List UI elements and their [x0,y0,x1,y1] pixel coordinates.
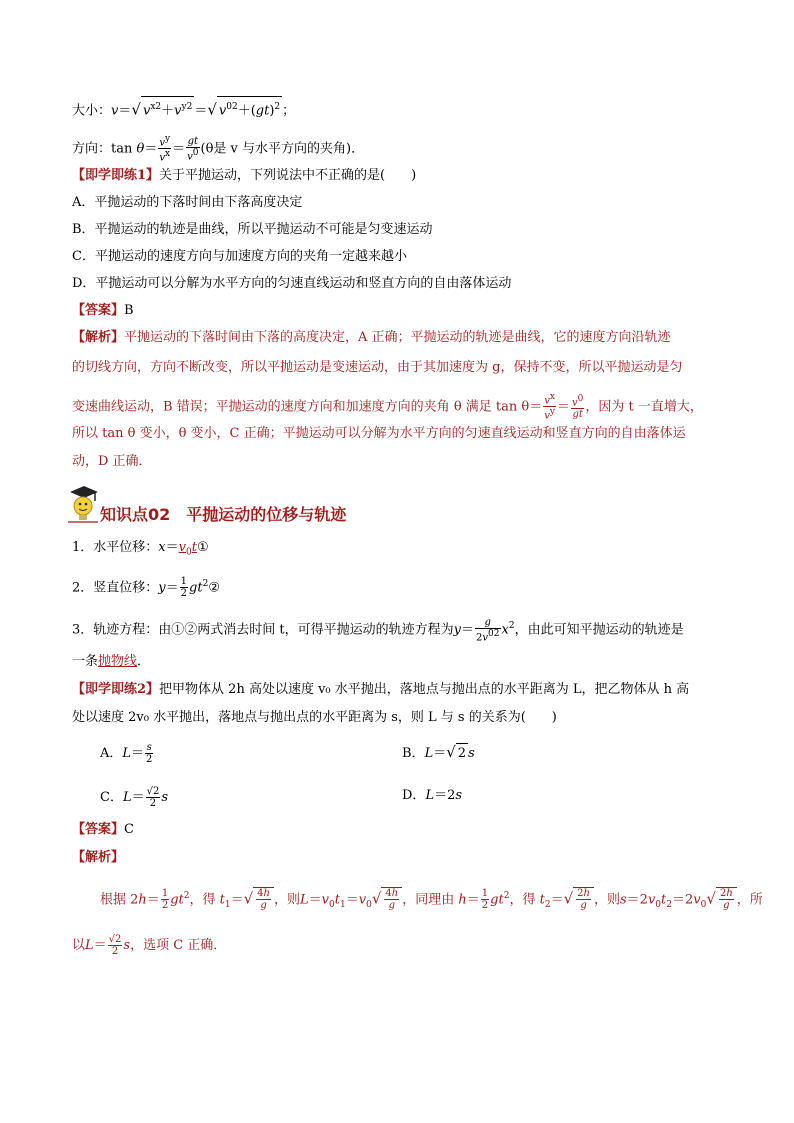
practice1-question-text: 关于平抛运动，下列说法中不正确的是( ) [159,168,417,183]
kp-item3-b: ，由此可知平抛运动的轨迹是 [514,622,684,638]
graduate-bulb-icon [66,484,100,524]
direction-end: (θ是 v 与水平方向的夹角)． [200,141,365,157]
kp-item3-blank: 抛物线 [98,654,138,669]
practice1-option-a: A．平抛运动的下落时间由下落高度决定 [72,195,303,210]
option-c-label: C． [100,790,123,805]
magnitude-end: ； [282,103,296,119]
kp-item-2: 2．竖直位移：y＝ $\frac{1}{2}$ $gt^2②$ [72,576,220,600]
practice1-analysis-line4: 所以 tan θ 变小，θ 变小，C 正确；平抛运动可以分解为水平方向的匀速直线运动和竖直方向的自由落体运 [72,426,686,441]
analysis2-i: ，选项 C 正确． [130,938,227,953]
option-d-label: D． [402,788,426,803]
practice1-tag: 【即学即练1】 [72,168,160,183]
analysis2-g: ，所 [736,892,763,908]
kp-item3-c: 一条 [72,654,99,669]
answer-tag-2: 【答案】 [72,822,125,837]
answer-tag: 【答案】 [72,303,125,318]
kp-item1-label: 1．水平位移： [72,540,159,555]
answer-value: B [124,303,134,318]
practice2-option-c: C．L＝ $\frac{√2}{2}$ s [100,786,169,809]
practice1-option-c: C．平抛运动的速度方向与加速度方向的夹角一定越来越小 [72,249,407,264]
practice2-answer [72,820,134,840]
practice1-analysis-line2: 的切线方向，方向不断改变，所以平抛运动是变速运动，由于其加速度为 g，保持不变，所以平抛运动是匀 [72,360,683,375]
kp-item2-end: ② [208,580,220,596]
analysis2-e: ，得 [509,892,536,908]
direction-line: 方向：tan θ＝ $\frac{v^y}{v^x}$ ＝ $\frac{gt}{v^0}$ (θ是 v 与水平方向的夹角)． [72,134,365,164]
kp-item-3-cont [72,652,150,672]
practice2-question-text1: 把甲物体从 2h 高处以速度 v₀ 水平抛出，落地点与抛出点的水平距离为 L，把乙物体从 h 高 [159,682,690,697]
analysis2-b: ，得 [189,892,216,908]
kp-item1-end: ① [196,540,209,555]
kp-item3-a: 3．轨迹方程：由①②两式消去时间 t，可得平抛运动的轨迹方程为 [72,622,454,638]
practice1-question [72,166,416,186]
analysis2-f: ，则 [593,892,620,908]
practice2-option-d: D．L＝2s [402,788,463,803]
magnitude-line: 大小：v＝√ $v^{x2}+v^{y2}$ ＝√ $v^{02}+(gt)^2$ ； [72,96,295,121]
option-a-label: A． [100,746,123,761]
kp-item-3: 3．轨迹方程：由①②两式消去时间 t，可得平抛运动的轨迹方程为y＝ $\frac{g}{2v^{02}}$ $x^2$，由此可知平抛运动的轨迹是 [72,616,684,643]
magnitude-label: 大小： [72,103,112,119]
direction-label: 方向： [72,141,112,157]
practice2-question-line1 [72,680,689,700]
practice2-option-b: B．L＝√ 2 s [402,742,475,764]
analysis2-c: ，则 [274,892,301,908]
analysis2-h: 以 [72,938,86,953]
practice2-question-line2: 处以速度 2v₀ 水平抛出，落地点与抛出点的水平距离为 s，则 L 与 s 的关系为( ) [72,710,557,725]
practice2-option-a: A．L＝ $\frac{s}{2}$ [100,742,153,765]
analysis-text-3b: ，因为 t 一直增大， [585,399,703,415]
practice1-answer [72,301,134,321]
practice1-analysis-line3: 变速曲线运动，B 错误；平抛运动的速度方向和加速度方向的夹角 θ 满足 tan θ＝ $\frac{v^x}{v^y}$ ＝ $\frac{v^0}{gt}$ ，因为 t 一直增大， [72,392,703,422]
kp-item2-label: 2．竖直位移： [72,580,159,596]
practice1-analysis-line5: 动，D 正确． [72,454,152,469]
analysis2-d: ，同理由 [402,892,455,908]
practice1-option-d: D．平抛运动可以分解为水平方向的匀速直线运动和竖直方向的自由落体运动 [72,276,512,291]
practice2-analysis-line2: 以L＝ $\frac{√2}{2}$ s，选项 C 正确． [72,934,227,957]
analysis-text-3a: 变速曲线运动，B 错误；平抛运动的速度方向和加速度方向的夹角 θ 满足 tan θ＝ [72,399,543,415]
kp-item3-end: ． [137,654,151,669]
practice1-analysis-line1 [72,328,671,348]
answer-value-2: C [124,822,134,837]
practice1-option-b: B．平抛运动的轨迹是曲线，所以平抛运动不可能是匀变速运动 [72,222,433,237]
analysis-tag-2: 【解析】 [72,850,125,865]
practice2-tag: 【即学即练2】 [72,682,160,697]
analysis2-a: 根据 [100,892,127,908]
option-b-label: B． [402,746,425,761]
analysis-tag: 【解析】 [72,330,125,345]
section-title: 知识点02 平抛运动的位移与轨迹 [100,505,347,524]
analysis-text-1: 平抛运动的下落时间由下落的高度决定，A 正确；平抛运动的轨迹是曲线，它的速度方向沿轨迹 [124,330,671,345]
practice2-analysis-tag [72,848,124,868]
practice2-analysis-line1: 根据 2h＝ $\frac{1}{2}$ $gt^2$，得 $t_1=√$ $\frac{4h}{g}$ ，则$L=v_0t_1=v_0√$ $\frac{4h}{g}$ ，同理由 h＝ $\frac{1}{2}$ $gt^2$，得 $t_2=√$ $\frac{2h}{g}$ ，则$s=2v_0t_2=2v_0√$ $\frac{2h}{g}$ ，所 [100,888,763,912]
kp-item-1: 1．水平位移：$x=v_0t①$ [72,540,209,558]
